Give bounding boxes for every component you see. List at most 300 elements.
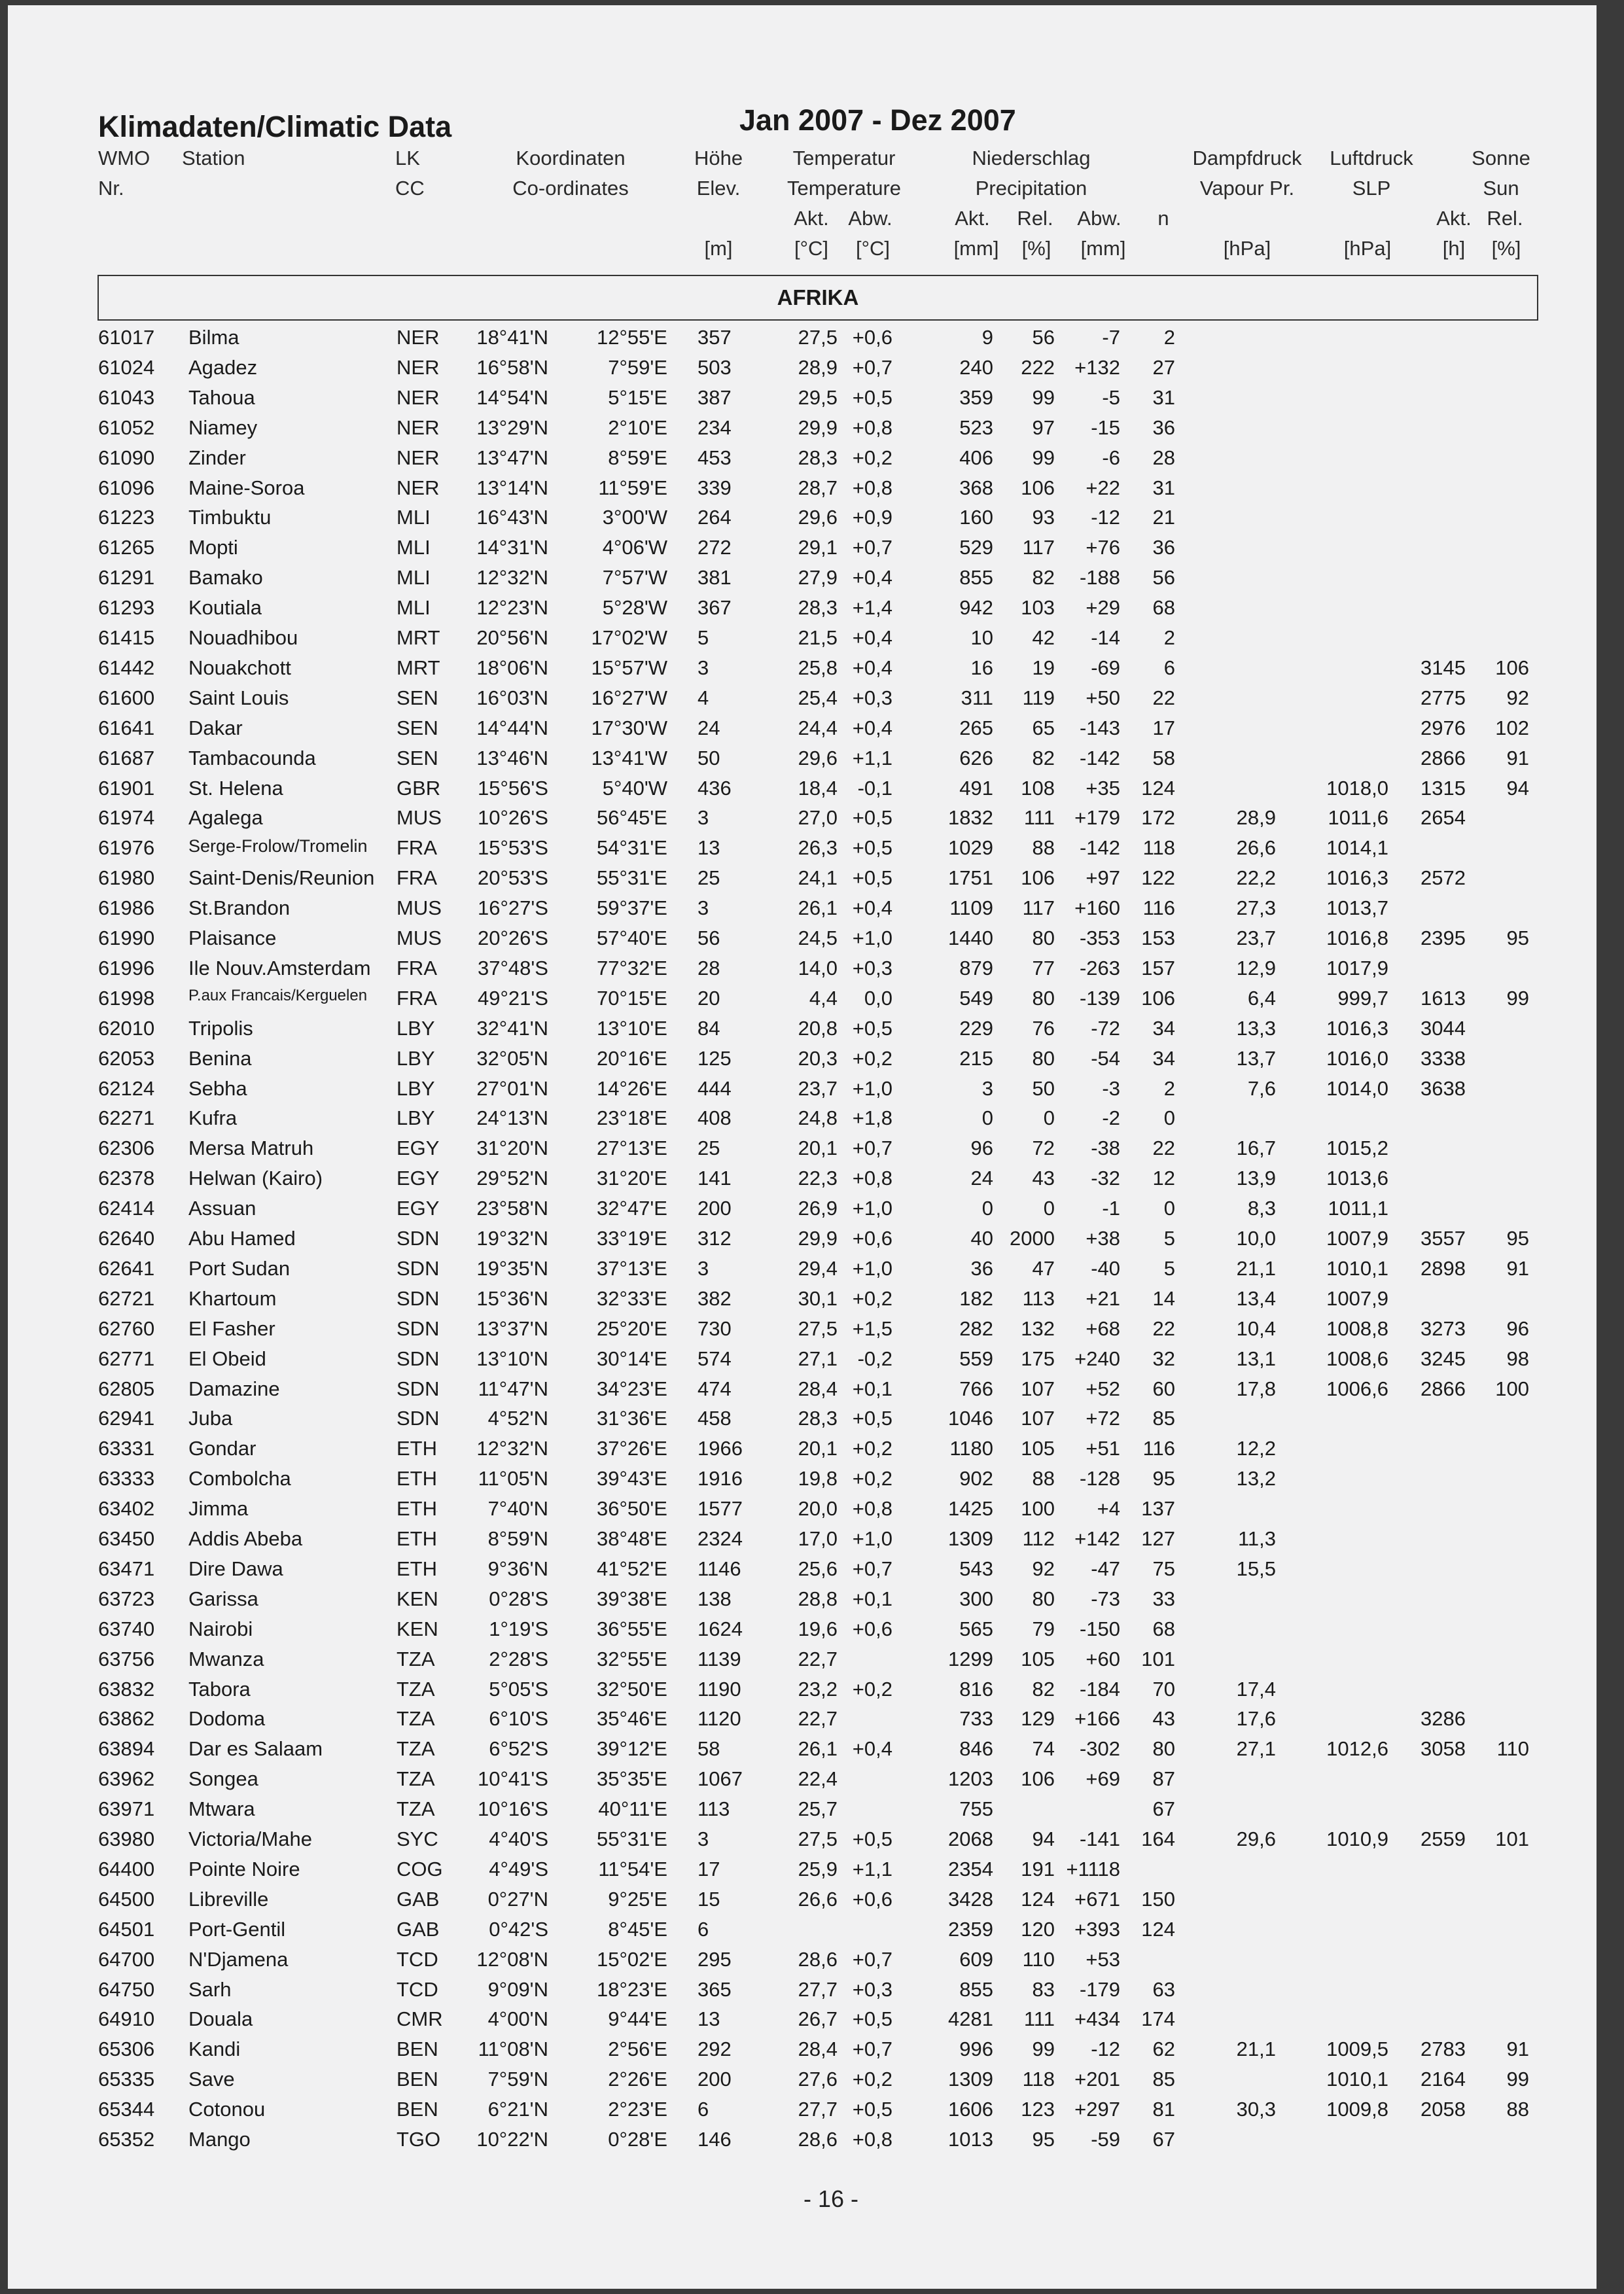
cell-elev: 292 [697,2038,732,2061]
cell-vapour: 26,6 [1236,836,1276,860]
cell-elev: 1146 [697,1557,741,1580]
cell-lk: ETH [397,1527,437,1550]
cell-wmo: 61017 [98,326,155,349]
cell-t-akt: 29,6 [798,746,838,769]
cell-lk: COG [397,1857,443,1880]
hdr-t-unit1: [°C] [794,237,829,260]
cell-slp: 1010,1 [1326,2068,1388,2091]
cell-elev: 382 [697,1286,732,1310]
cell-sun-rel: 94 [1506,776,1529,800]
cell-elev: 436 [697,776,732,800]
cell-p-akt: 996 [959,2038,993,2061]
cell-lk: LBY [397,1016,435,1040]
cell-lon: 38°48'E [597,1527,667,1550]
cell-p-rel: 83 [1032,1977,1055,2001]
cell-lat: 7°59'N [487,2068,548,2091]
cell-lon: 55°31'E [597,1827,667,1850]
cell-p-akt: 1180 [949,1437,993,1460]
table-row [0,356,1624,386]
cell-lk: NER [397,415,440,439]
cell-station: Addis Abeba [188,1527,303,1550]
cell-p-akt: 902 [959,1467,993,1491]
cell-p-rel: 88 [1032,1467,1055,1491]
table-row [0,1347,1624,1377]
cell-lon: 8°59'E [608,446,667,469]
cell-p-akt: 879 [959,956,993,979]
cell-lat: 16°58'N [476,355,548,379]
cell-p-akt: 1832 [948,806,993,830]
table-row [0,1497,1624,1527]
cell-t-abw: +0,3 [852,956,892,979]
hdr-hoehe: Höhe [694,147,743,169]
cell-lat: 11°05'N [478,1467,548,1491]
cell-p-abw: -69 [1091,656,1120,679]
cell-wmo: 64750 [98,1977,155,2001]
cell-lon: 9°25'E [608,1887,667,1911]
cell-slp: 1006,6 [1326,1377,1388,1400]
cell-p-akt: 1203 [948,1767,993,1791]
cell-p-n: 68 [1152,596,1175,620]
cell-p-abw: +29 [1086,596,1120,620]
cell-vapour: 10,4 [1236,1316,1276,1340]
table-row [0,1827,1624,1858]
cell-p-rel: 43 [1032,1167,1055,1190]
cell-station: Mtwara [188,1797,255,1821]
cell-p-abw: +50 [1086,686,1120,709]
cell-p-akt: 609 [959,1947,993,1971]
cell-elev: 3 [697,806,709,830]
cell-wmo: 63962 [98,1767,155,1791]
cell-p-akt: 626 [959,746,993,769]
cell-p-rel: 132 [1021,1316,1055,1340]
cell-station: Juba [188,1407,233,1430]
cell-p-rel: 117 [1022,896,1055,920]
cell-p-n: 14 [1152,1286,1175,1310]
table-row [0,2007,1624,2038]
cell-t-akt: 20,0 [798,1497,838,1521]
cell-t-akt: 25,7 [798,1797,838,1821]
cell-station: Kandi [188,2038,241,2061]
cell-vapour: 6,4 [1247,986,1276,1010]
cell-vapour: 21,1 [1236,1256,1276,1280]
cell-elev: 408 [697,1106,732,1130]
cell-wmo: 64400 [98,1857,155,1880]
cell-sun-rel: 88 [1506,2098,1529,2121]
cell-p-rel: 42 [1032,626,1055,649]
table-row [0,1377,1624,1407]
cell-vapour: 7,6 [1247,1076,1276,1100]
cell-wmo: 62760 [98,1316,155,1340]
cell-t-akt: 27,7 [798,1977,838,2001]
hdr-p-unit3: [mm] [1080,237,1126,260]
cell-vapour: 27,1 [1236,1737,1276,1761]
cell-p-rel: 105 [1021,1647,1055,1670]
cell-p-n: 164 [1141,1827,1175,1850]
cell-p-n: 0 [1163,1197,1175,1220]
cell-p-rel: 110 [1022,1947,1055,1971]
cell-p-n: 68 [1152,1617,1175,1640]
cell-p-akt: 40 [970,1227,993,1250]
cell-lat: 4°00'N [487,2007,548,2031]
cell-p-n: 5 [1163,1227,1175,1250]
cell-lat: 4°49'S [489,1857,548,1880]
cell-p-abw: +132 [1074,355,1120,379]
cell-elev: 6 [697,1917,709,1941]
cell-station: Serge-Frolow/Tromelin [188,836,368,856]
cell-p-rel: 56 [1032,326,1055,349]
cell-p-n: 150 [1141,1887,1175,1911]
cell-sun-h: 3557 [1421,1227,1466,1250]
cell-lat: 15°53'S [478,836,548,860]
cell-slp: 1013,7 [1326,896,1388,920]
cell-lk: SDN [397,1377,440,1400]
cell-vapour: 17,4 [1236,1677,1276,1701]
cell-p-abw: +53 [1086,1947,1120,1971]
hdr-t-abw: Abw. [848,207,892,230]
cell-sun-h: 3058 [1421,1737,1466,1761]
cell-vapour: 27,3 [1236,896,1276,920]
cell-elev: 1966 [697,1437,743,1460]
hdr-t-unit2: [°C] [855,237,891,260]
cell-wmo: 61090 [98,446,155,469]
cell-lat: 4°52'N [487,1407,548,1430]
cell-lon: 13°10'E [597,1016,667,1040]
cell-t-abw: +0,2 [852,2068,892,2091]
cell-p-akt: 816 [959,1677,993,1701]
cell-lon: 3°00'W [602,506,667,529]
cell-p-rel: 74 [1032,1737,1055,1761]
cell-p-rel: 117 [1022,536,1055,559]
cell-p-rel: 72 [1032,1137,1055,1160]
cell-wmo: 61641 [98,716,155,739]
cell-station: Sebha [188,1076,247,1100]
cell-p-abw: +68 [1086,1316,1120,1340]
cell-lat: 5°05'S [489,1677,548,1701]
cell-station: Mopti [188,536,238,559]
cell-vapour: 29,6 [1236,1827,1276,1850]
cell-p-n: 22 [1152,1137,1175,1160]
cell-p-rel: 106 [1021,1767,1055,1791]
cell-p-rel: 65 [1032,716,1055,739]
cell-wmo: 63450 [98,1527,155,1550]
region-label: AFRIKA [777,285,859,309]
cell-p-akt: 1046 [948,1407,993,1430]
cell-lon: 4°06'W [602,536,667,559]
cell-lk: ETH [397,1467,437,1491]
cell-p-akt: 733 [959,1707,993,1731]
cell-t-abw: +0,5 [852,806,892,830]
cell-lon: 5°40'W [602,776,667,800]
cell-p-rel: 95 [1032,2128,1055,2151]
cell-p-abw: -142 [1079,746,1120,769]
page-title: Klimadaten/Climatic Data [98,110,452,143]
cell-lk: BEN [397,2068,438,2091]
cell-t-akt: 29,6 [798,506,838,529]
hdr-m: [m] [704,237,733,260]
cell-lk: KEN [397,1617,438,1640]
cell-slp: 1016,3 [1326,866,1388,890]
hdr-luftdruck: Luftdruck [1330,147,1413,169]
table-row [0,747,1624,777]
cell-elev: 113 [697,1797,730,1821]
hdr-s-akt: Akt. [1436,207,1472,230]
cell-p-akt: 559 [959,1347,993,1370]
cell-lk: GBR [397,776,441,800]
cell-station: Port Sudan [188,1256,291,1280]
cell-t-abw: +0,1 [852,1377,892,1400]
cell-t-akt: 27,5 [798,326,838,349]
cell-lon: 31°36'E [597,1407,667,1430]
cell-t-abw: +0,5 [852,385,892,409]
cell-p-rel: 88 [1032,836,1055,860]
cell-lon: 70°15'E [597,986,667,1010]
cell-p-abw: -188 [1079,566,1120,590]
cell-p-akt: 755 [959,1797,993,1821]
cell-elev: 4 [697,686,709,709]
cell-slp: 1016,3 [1326,1016,1388,1040]
table-row [0,2098,1624,2128]
cell-p-akt: 855 [959,566,993,590]
cell-lat: 10°16'S [478,1797,548,1821]
cell-t-abw: +0,8 [852,476,892,499]
cell-p-n: 85 [1152,1407,1175,1430]
table-row [0,957,1624,987]
table-row [0,1467,1624,1497]
hdr-temperature: Temperature [786,177,902,200]
table-row [0,1106,1624,1137]
cell-vapour: 13,3 [1236,1016,1276,1040]
cell-station: Damazine [188,1377,280,1400]
hdr-koordinaten: Koordinaten [516,147,626,169]
cell-lon: 35°35'E [597,1767,667,1791]
cell-p-n: 137 [1141,1497,1175,1521]
cell-sun-rel: 95 [1506,926,1529,949]
cell-p-abw: -263 [1079,956,1120,979]
cell-vapour: 13,7 [1236,1046,1276,1070]
hdr-p-akt: Akt. [955,207,990,230]
cell-t-abw: +0,4 [852,1737,892,1761]
cell-t-akt: 27,7 [798,2098,838,2121]
cell-lat: 13°47'N [476,446,548,469]
cell-p-n: 34 [1152,1046,1175,1070]
cell-lat: 16°43'N [476,506,548,529]
cell-p-n: 157 [1141,956,1175,979]
period-title: Jan 2007 - Dez 2007 [739,103,1016,137]
cell-lk: NER [397,326,440,349]
cell-station: Kufra [188,1106,238,1130]
cell-wmo: 61096 [98,476,155,499]
cell-p-abw: -72 [1091,1016,1120,1040]
cell-lon: 55°31'E [597,866,667,890]
cell-station: Nouakchott [188,656,291,679]
cell-station: Save [188,2068,235,2091]
cell-lon: 77°32'E [597,956,667,979]
cell-lk: BEN [397,2098,438,2121]
cell-p-rel: 129 [1021,1707,1055,1731]
cell-p-n: 0 [1163,1106,1175,1130]
cell-station: Dire Dawa [188,1557,283,1580]
cell-lat: 10°22'N [476,2128,548,2151]
cell-lat: 14°54'N [476,385,548,409]
cell-elev: 3 [697,656,709,679]
cell-sun-h: 2654 [1421,806,1466,830]
table-row [0,1047,1624,1077]
cell-p-rel: 79 [1032,1617,1055,1640]
cell-p-rel: 119 [1022,686,1055,709]
table-row [0,596,1624,626]
cell-elev: 234 [697,415,732,439]
cell-slp: 1007,9 [1326,1227,1388,1250]
cell-vapour: 17,6 [1236,1707,1276,1731]
table-row [0,536,1624,566]
cell-lk: TZA [397,1767,435,1791]
cell-station: Assuan [188,1197,256,1220]
cell-sun-h: 2572 [1421,866,1466,890]
hdr-s-pct: [%] [1491,237,1521,260]
cell-lat: 27°01'N [476,1076,548,1100]
hdr-dampfdruck: Dampfdruck [1192,147,1302,169]
cell-t-akt: 25,9 [798,1857,838,1880]
cell-elev: 367 [697,596,732,620]
cell-t-akt: 20,8 [798,1016,838,1040]
cell-slp: 1016,0 [1326,1046,1388,1070]
cell-p-abw: -54 [1091,1046,1120,1070]
cell-p-n: 172 [1141,806,1175,830]
cell-station: St. Helena [188,776,283,800]
cell-p-abw: -128 [1079,1467,1120,1491]
cell-p-rel: 2000 [1010,1227,1055,1250]
cell-elev: 295 [697,1947,732,1971]
cell-lon: 17°30'W [591,716,667,739]
cell-p-akt: 2359 [948,1917,993,1941]
cell-wmo: 61974 [98,806,155,830]
cell-station: Saint Louis [188,686,289,709]
hdr-lk: LK [395,147,420,169]
cell-p-n: 2 [1163,1076,1175,1100]
cell-p-abw: +97 [1086,866,1120,890]
cell-lon: 33°19'E [597,1227,667,1250]
cell-p-n: 87 [1152,1767,1175,1791]
cell-t-abw: +0,2 [852,1677,892,1701]
cell-lk: SDN [397,1316,440,1340]
cell-p-abw: -12 [1091,2038,1120,2061]
cell-wmo: 64501 [98,1917,155,1941]
cell-wmo: 62640 [98,1227,155,1250]
cell-sun-h: 3245 [1421,1347,1466,1370]
cell-p-n: 106 [1141,986,1175,1010]
cell-p-n: 56 [1152,566,1175,590]
cell-wmo: 63971 [98,1797,155,1821]
cell-station: Garissa [188,1587,258,1610]
table-row [0,416,1624,446]
cell-lat: 9°09'N [487,1977,548,2001]
cell-p-n: 58 [1152,746,1175,769]
cell-t-akt: 24,4 [798,716,838,739]
table-row [0,777,1624,807]
cell-t-abw: +0,2 [852,1467,892,1491]
cell-lon: 20°16'E [597,1046,667,1070]
table-row [0,1858,1624,1888]
cell-p-n: 43 [1152,1707,1175,1731]
cell-p-n: 17 [1152,716,1175,739]
cell-t-akt: 28,3 [798,446,838,469]
hdr-coordinates: Co-ordinates [512,177,629,200]
cell-t-akt: 26,1 [798,896,838,920]
cell-lon: 16°27'W [591,686,667,709]
cell-p-n: 174 [1141,2007,1175,2031]
cell-wmo: 64910 [98,2007,155,2031]
cell-lon: 32°47'E [597,1197,667,1220]
cell-slp: 1011,6 [1328,806,1388,830]
cell-p-rel: 0 [1043,1106,1055,1130]
cell-lon: 14°26'E [597,1076,667,1100]
cell-t-abw: +0,4 [852,896,892,920]
cell-station: Cotonou [188,2098,266,2121]
table-row [0,386,1624,416]
cell-p-n: 116 [1142,1437,1175,1460]
cell-elev: 24 [697,716,720,739]
table-row [0,1888,1624,1918]
cell-sun-h: 2164 [1421,2068,1466,2091]
cell-sun-h: 2775 [1421,686,1466,709]
cell-sun-rel: 102 [1495,716,1529,739]
cell-p-rel: 103 [1021,596,1055,620]
table-row [0,1437,1624,1467]
cell-p-rel: 111 [1023,806,1055,830]
cell-p-akt: 1029 [948,836,993,860]
cell-t-akt: 24,8 [798,1106,838,1130]
hdr-temperatur: Temperatur [792,147,896,169]
cell-p-abw: -3 [1102,1076,1120,1100]
cell-wmo: 62414 [98,1197,155,1220]
cell-t-abw: +0,4 [852,716,892,739]
cell-lon: 39°43'E [597,1467,667,1491]
cell-elev: 2324 [697,1527,743,1550]
cell-t-akt: 28,4 [798,1377,838,1400]
cell-p-abw: -6 [1102,446,1120,469]
cell-t-akt: 28,8 [798,1587,838,1610]
cell-lat: 14°44'N [476,716,548,739]
cell-t-abw: +0,5 [852,1827,892,1850]
cell-lat: 4°40'S [489,1827,548,1850]
cell-elev: 20 [697,986,720,1010]
cell-lk: SDN [397,1407,440,1430]
cell-slp: 999,7 [1337,986,1388,1010]
cell-elev: 1577 [697,1497,743,1521]
cell-p-n: 70 [1152,1677,1175,1701]
cell-t-abw: +0,2 [852,446,892,469]
cell-lon: 37°26'E [597,1437,667,1460]
cell-vapour: 13,4 [1236,1286,1276,1310]
cell-lk: LBY [397,1076,435,1100]
cell-p-rel: 123 [1021,2098,1055,2121]
cell-slp: 1016,8 [1326,926,1388,949]
cell-t-akt: 29,9 [798,415,838,439]
cell-t-akt: 25,8 [798,656,838,679]
cell-p-n: 31 [1152,476,1175,499]
table-row [0,1017,1624,1047]
cell-t-abw: 0,0 [864,986,892,1010]
cell-p-abw: +72 [1086,1407,1120,1430]
cell-p-n: 95 [1152,1467,1175,1491]
cell-wmo: 65352 [98,2128,155,2151]
hdr-slp: SLP [1352,177,1391,200]
cell-station: Saint-Denis/Reunion [188,866,375,890]
hdr-hpa2: [hPa] [1343,237,1392,260]
cell-p-abw: -40 [1091,1256,1120,1280]
cell-lon: 25°20'E [597,1316,667,1340]
table-row [0,1707,1624,1737]
